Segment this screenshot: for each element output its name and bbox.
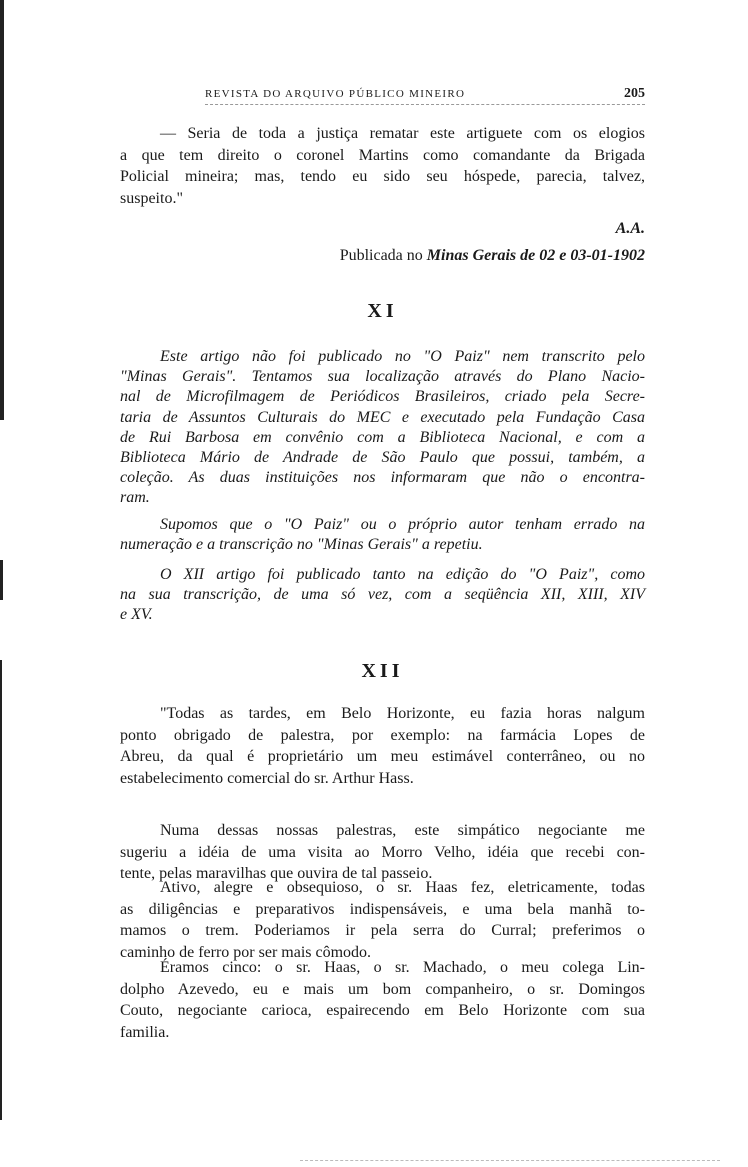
text-line: e XV. [120, 606, 153, 624]
text-line: Abreu, da qual é proprietário um meu estimável conterrâneo, ou no [120, 748, 645, 765]
text-line: de Rui Barbosa em convênio com a Biblioteca Nacional, e com a [120, 428, 645, 446]
text-line: mamos o trem. Poderiamos ir pela serra do Curral; preferimos o [120, 922, 645, 939]
text-line: ponto obrigado de palestra, por exemplo: na farmácia Lopes de [120, 726, 645, 744]
text-line: nal de Microfilmagem de Periódicos Brasileiros, criado pela Secre- [120, 388, 645, 406]
text-line: estabelecimento comercial do sr. Arthur Hass. [120, 769, 414, 787]
paragraph-numa-dessas [120, 820, 645, 885]
paragraph-todas-as-tardes [120, 703, 645, 789]
text-line: taria de Assuntos Culturais do MEC e executado pela Fundação Casa [120, 408, 645, 426]
text-line: "Minas Gerais". Tentamos sua localização através do Plano Nacio- [120, 368, 645, 386]
text-line: O XII artigo foi publicado tanto na edição do "O Paiz", como [160, 566, 645, 583]
editorial-note-2 [120, 515, 645, 555]
text-line: sugeriu a idéia de uma visita ao Morro Velho, idéia que recebi con- [120, 843, 645, 861]
text-line: familia. [120, 1023, 170, 1041]
editorial-note-1 [120, 347, 645, 509]
section-heading-xi: XI [367, 300, 398, 322]
text-line: Biblioteca Mário de Andrade de São Paulo que possui, também, a [120, 448, 645, 466]
paragraph-closing [120, 123, 645, 209]
bottom-rule [300, 1160, 720, 1161]
text-line: Ativo, alegre e obsequioso, o sr. Haas fez, eletricamente, todas [160, 879, 645, 896]
page-number: 205 [624, 86, 645, 101]
editorial-note-3 [120, 565, 645, 626]
text-line: dolpho Azevedo, eu e mais um bom companheiro, o sr. Domingos [120, 980, 645, 998]
scan-edge [0, 560, 3, 600]
running-header [205, 86, 645, 102]
text-line: Policial mineira; mas, tendo eu sido seu hóspede, parecia, talvez, [120, 168, 645, 185]
text-line: — Seria de toda a justiça rematar este artiguete com os elogios [160, 125, 645, 142]
text-line: suspeito." [120, 189, 183, 207]
text-line: as diligências e preparativos indispensáveis, e uma bela manhã to- [120, 900, 645, 918]
text-line: a que tem direito o coronel Martins como comandante da Brigada [120, 146, 645, 164]
paragraph-eramos-cinco [120, 957, 645, 1043]
publication-source: Minas Gerais [426, 247, 517, 264]
scan-edge [0, 0, 4, 420]
publication-note [120, 247, 645, 265]
header-rule [205, 104, 645, 105]
text-line: Supomos que o "O Paiz" ou o próprio autor tenham errado na [160, 516, 645, 533]
signature: A.A. [615, 220, 645, 237]
scan-edge [0, 660, 2, 1120]
journal-title: REVISTA DO ARQUIVO PÚBLICO MINEIRO [205, 88, 466, 100]
text-line: Este artigo não foi publicado no "O Paiz" nem transcrito pelo [160, 348, 645, 365]
section-heading-xii: XII [361, 660, 404, 682]
text-line: Couto, negociante carioca, espairecendo em Belo Horizonte com sua [120, 1002, 645, 1019]
text-line: numeração e a transcrição no "Minas Gerais" a repetiu. [120, 536, 483, 554]
paragraph-ativo [120, 877, 645, 963]
text-line: caminho de ferro por ser mais cômodo. [120, 943, 372, 961]
text-line: tente, pelas maravilhas que ouvira de tal passeio. [120, 865, 433, 882]
text-line: ram. [120, 489, 150, 507]
text-line: Numa dessas nossas palestras, este simpático negociante me [160, 822, 645, 839]
publication-prefix: Publicada no [339, 247, 427, 264]
publication-date: de 02 e 03-01-1902 [516, 247, 645, 264]
text-line: "Todas as tardes, em Belo Horizonte, eu fazia horas nalgum [160, 705, 645, 722]
text-line: coleção. As duas instituições nos informaram que não o encontra- [120, 469, 645, 487]
text-line: na sua transcrição, de uma só vez, com a seqüência XII, XIII, XIV [120, 586, 645, 604]
text-line: Éramos cinco: o sr. Haas, o sr. Machado, o meu colega Lin- [160, 959, 645, 976]
